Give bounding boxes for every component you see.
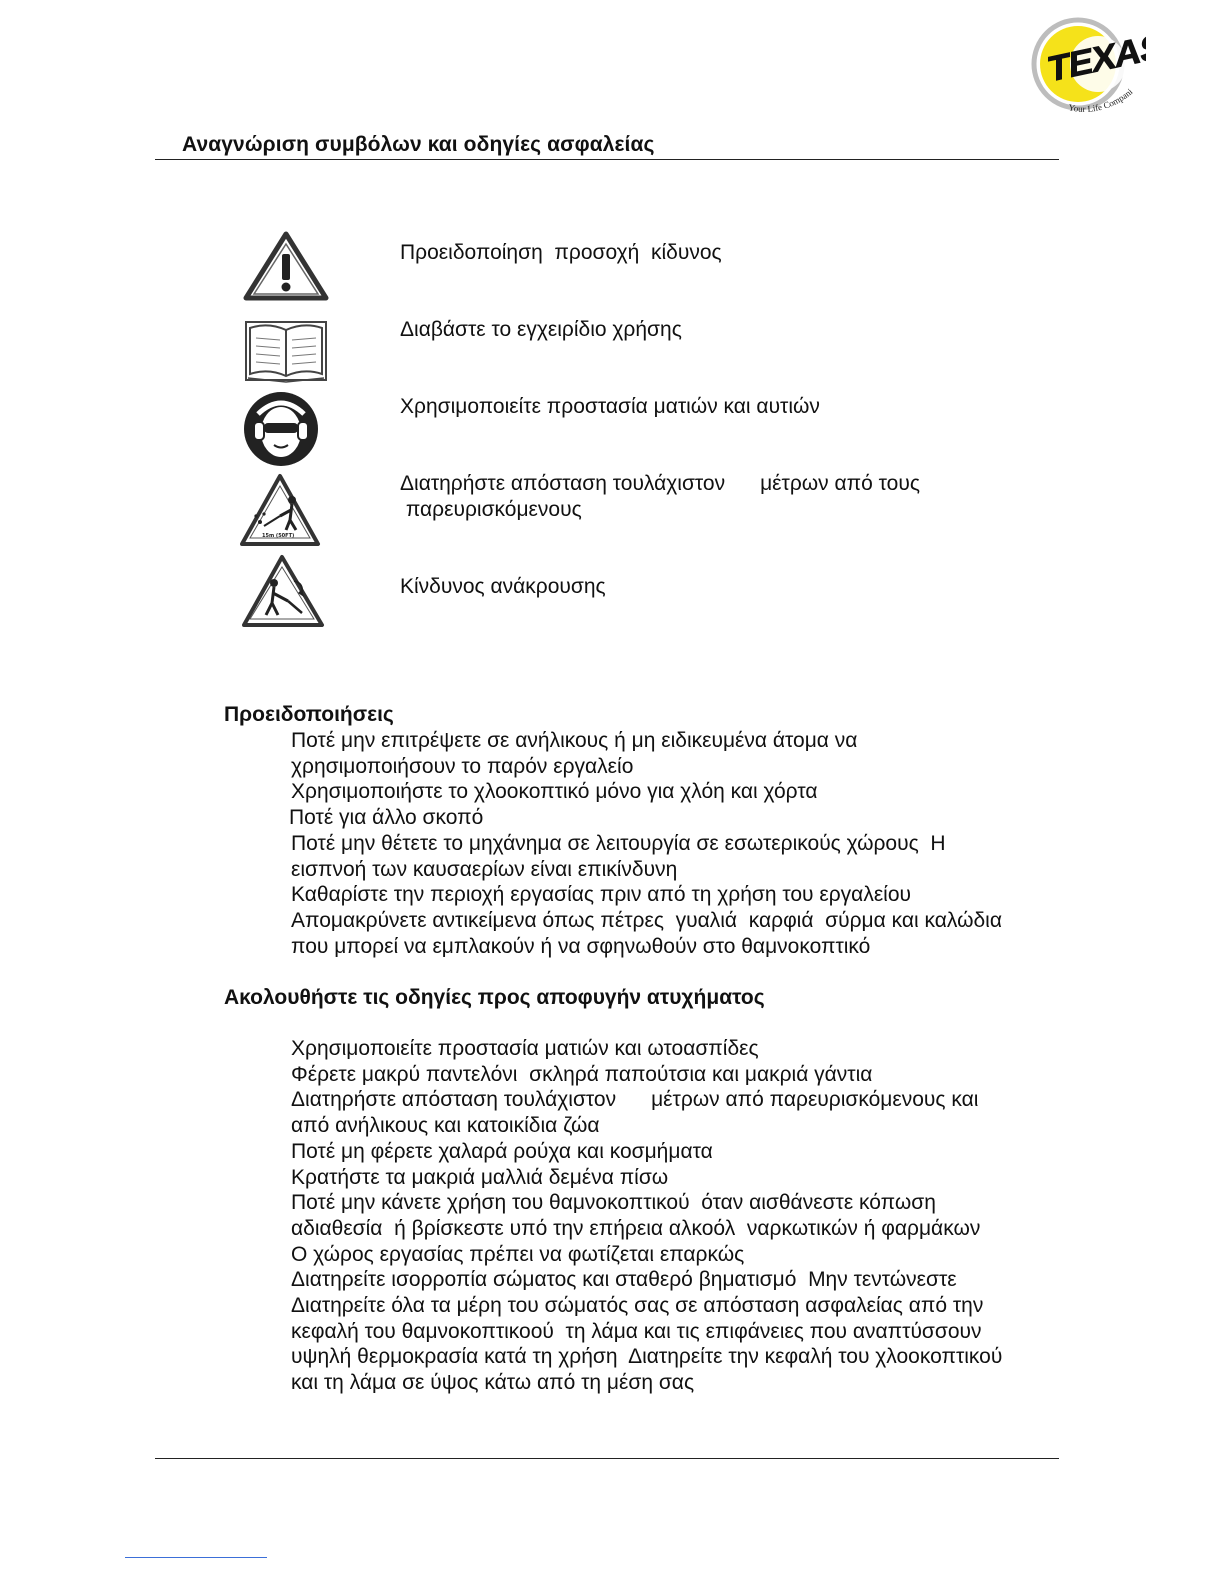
list-item: Χρησιμοποιήστε το χλοοκοπτικό μόνο για χλόη και χόρτα (291, 780, 818, 804)
warning-triangle-icon (240, 228, 332, 306)
symbol-text-kickback: Κίνδυνος ανάκρουσης (400, 575, 606, 598)
list-item: Καθαρίστε την περιοχή εργασίας πριν από τη χρήση του εργαλείου (291, 883, 912, 907)
list-item: αδιαθεσία ή βρίσκεστε υπό την επήρεια αλκοόλ ναρκωτικών ή φαρμάκων (291, 1216, 981, 1240)
list-item: κεφαλή του θαμνοκοπτικοού τη λάμα και τις επιφάνειες που αναπτύσσουν (291, 1319, 982, 1343)
symbol-text-warning: Προειδοποίηση προσοχή κίδυνος (400, 241, 722, 264)
svg-text:TEXAS: TEXAS (1048, 24, 1146, 90)
list-item: Διατηρήστε απόσταση τουλάχιστον μέτρων από παρευρισκόμενους και (291, 1088, 979, 1112)
texas-logo (1026, 14, 1146, 124)
list-item: Διατηρείτε ισορροπία σώματος και σταθερό βηματισμό Μην τεντώνεστε (291, 1268, 957, 1292)
warnings-heading: Προειδοποιήσεις (224, 703, 394, 726)
list-item: Διατηρείτε όλα τα μέρη του σώματός σας σε απόσταση ασφαλείας από την (291, 1294, 984, 1318)
list-item: Χρησιμοποιείτε προστασία ματιών και ωτοασπίδες (291, 1037, 759, 1060)
open-book-icon (240, 312, 332, 390)
footer-divider (155, 1458, 1059, 1459)
kickback-hazard-icon (240, 553, 332, 631)
warnings-list (291, 728, 1002, 959)
accident-heading: Ακολουθήστε τις οδηγίες προς αποφυγήν ατυχήματος (224, 986, 765, 1009)
svg-text:Your Life Companion: Your Life Compani (1067, 86, 1135, 114)
list-item: εισπνοή των καυσαερίων είναι επικίνδυνη (291, 857, 678, 881)
page-title: Αναγνώριση συμβόλων και οδηγίες ασφαλείας (182, 133, 655, 156)
list-item: χρησιμοποιήσουν το παρόν εργαλείο (291, 754, 634, 778)
list-item: Ποτέ μην θέτετε το μηχάνημα σε λειτουργία σε εσωτερικούς χώρους Η (291, 831, 946, 855)
list-item: Κρατήστε τα μακριά μαλλιά δεμένα πίσω (291, 1165, 669, 1189)
footer-link-underline[interactable] (125, 1557, 267, 1558)
symbol-text-manual: Διαβάστε το εγχειρίδιο χρήσης (400, 318, 682, 341)
list-item: Ποτέ μην κάνετε χρήση του θαμνοκοπτικού όταν αισθάνεστε κόπωση (291, 1191, 936, 1215)
list-item: Ποτέ μη φέρετε χαλαρά ρούχα και κοσμήματα (291, 1139, 713, 1163)
list-item: Φέρετε μακρύ παντελόνι σκληρά παπούτσια και μακριά γάντια (291, 1062, 873, 1086)
symbol-text-protection: Χρησιμοποιείτε προστασία ματιών και αυτιών (400, 395, 820, 418)
accident-list (291, 1036, 1002, 1396)
symbol-text-distance: Διατηρήστε απόσταση τουλάχιστον μέτρων από τους παρευρισκόμενους (400, 472, 920, 521)
list-item: Απομακρύνετε αντικείμενα όπως πέτρες γυαλιά καρφιά σύρμα και καλώδια (291, 908, 1002, 932)
list-item: και τη λάμα σε ύψος κάτω από τη μέση σας (291, 1371, 695, 1395)
list-item: που μπορεί να εμπλακούν ή να σφηνωθούν στο θαμνοκοπτικό (291, 934, 871, 958)
header-divider (155, 159, 1059, 160)
bystander-icon-label: 15m (50FT) (262, 533, 295, 539)
list-item: Ο χώρος εργασίας πρέπει να φωτίζεται επαρκώς (291, 1242, 745, 1266)
list-item: από ανήλικους και κατοικίδια ζώα (291, 1114, 600, 1138)
bystander-distance-icon (240, 472, 332, 550)
list-item: υψηλή θερμοκρασία κατά τη χρήση Διατηρείτε την κεφαλή του χλοοκοπτικού (291, 1345, 1003, 1369)
eye-ear-protection-icon (240, 390, 332, 468)
list-item: Ποτέ μην επιτρέψετε σε ανήλικους ή μη ειδικευμένα άτομα να (291, 729, 858, 752)
list-item: Ποτέ για άλλο σκοπό (289, 806, 484, 830)
